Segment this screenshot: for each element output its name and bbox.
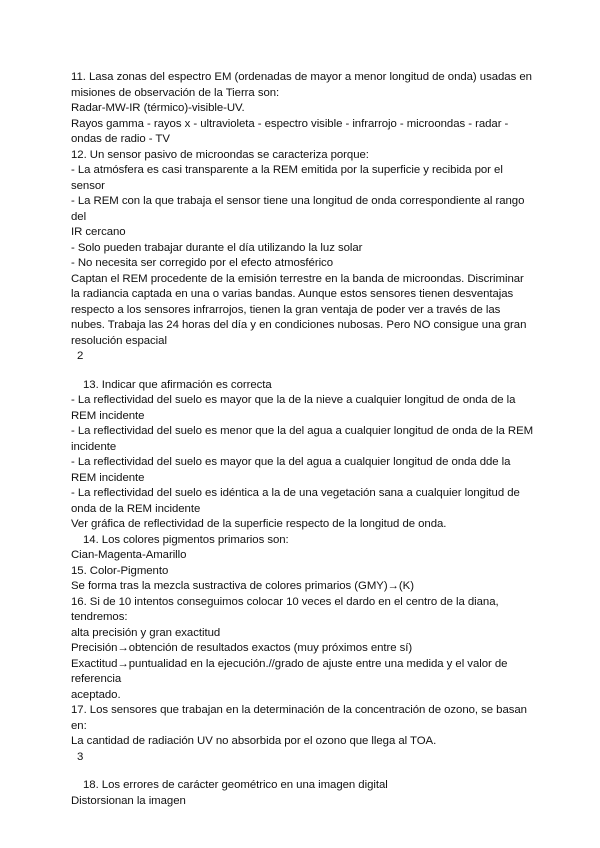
q12-option-2a: - La REM con la que trabaja el sensor tiene una longitud de onda correspondiente al rango [71,195,525,207]
q13-line-1: 13. Indicar que afirmación es correcta [83,378,272,391]
q12-line-1: 12. Un sensor pasivo de microondas se caracteriza porque: [71,148,369,161]
q15-line-1: 15. Color-Pigmento [71,564,169,577]
q11-answer-line-2: Rayos gamma - rayos x - ultravioleta - espectro visible - infrarrojo - microondas - radar - [71,117,509,130]
q11-line-2: misiones de observación de la Tierra son: [71,86,280,99]
q11-line-1: 11. Lasa zonas del espectro EM (ordenadas de mayor a menor longitud de onda) usadas en [71,71,532,83]
q16-accuracy-1: Exactitud→puntualidad en la ejecución.//grado de ajuste entre una medida y el valor de [71,657,508,670]
q13-option-3a: - La reflectividad del suelo es mayor que la del agua a cualquier longitud de onda dde la [71,456,511,468]
q14-answer: Cian-Magenta-Amarillo [71,549,187,561]
q13-option-2a: - La reflectividad del suelo es menor que la del agua a cualquier longitud de onda de la REM [71,425,534,437]
q12-answer-line-3: respecto a los sensores infrarrojos, tienen la gran ventaja de poder ver a través de las [71,303,501,316]
q16-line-1: 16. Si de 10 intentos conseguimos colocar 10 veces el dardo en el centro de la diana, [71,595,499,608]
q18-line-1: 18. Los errores de carácter geométrico en una imagen digital [83,779,388,791]
page-number-3: 3 [77,750,84,763]
q12-answer-line-4: nubes. Trabaja las 24 horas del día y en condiciones nubosas. Pero NO consigue una gran [71,319,527,331]
q16-accuracy-2: referencia [71,673,122,685]
q12-answer-line-5: resolución espacial [71,334,167,347]
q17-line-1: 17. Los sensores que trabajan en la determinación de la concentración de ozono, se basan [71,704,527,716]
q17-answer: La cantidad de radiación UV no absorbida por el ozono que llega al TOA. [71,735,437,747]
q13-option-3b: REM incidente [71,471,145,484]
q16-accuracy-3: aceptado. [71,688,121,701]
page-number-2: 2 [77,350,84,362]
q14-line-1: 14. Los colores pigmentos primarios son: [83,533,289,546]
q12-option-2c: IR cercano [71,226,126,238]
q11-answer-line-1: Radar-MW-IR (térmico)-visible-UV. [71,102,245,114]
q12-option-4: - No necesita ser corregido por el efecto atmosférico [71,257,333,269]
q13-option-1a: - La reflectividad del suelo es mayor que la de la nieve a cualquier longitud de onda de la [71,394,516,406]
q13-option-2b: incidente [71,440,117,453]
q13-option-1b: REM incidente [71,409,145,422]
q12-option-1a: - La atmósfera es casi transparente a la REM emitida por la superficie y recibida por el [71,164,503,176]
q12-answer-line-1: Captan el REM procedente de la emisión terrestre en la banda de microondas. Discriminar [71,272,524,285]
q16-precision: Precisión→obtención de resultados exactos (muy próximos entre sí) [71,642,413,654]
q12-option-2b: del [71,210,87,223]
q16-answer: alta precisión y gran exactitud [71,626,221,639]
q12-answer-line-2: la radiancia captada en una o varias bandas. Aunque estos sensores tienen desventajas [71,288,514,300]
q16-line-2: tendremos: [71,611,128,623]
q15-answer: Se forma tras la mezcla sustractiva de colores primarios (GMY)→(K) [71,580,414,592]
q13-answer: Ver gráfica de reflectividad de la superficie respecto de la longitud de onda. [71,518,447,530]
q12-option-3: - Solo pueden trabajar durante el día utilizando la luz solar [71,241,363,254]
q11-answer-line-3: ondas de radio - TV [71,133,170,145]
q17-line-2: en: [71,719,87,732]
q13-option-4b: onda de la REM incidente [71,502,201,515]
q12-option-1b: sensor [71,179,105,192]
q13-option-4a: - La reflectividad del suelo es idéntica a la de una vegetación sana a cualquier longitud de [71,487,520,499]
q18-answer: Distorsionan la imagen [71,794,186,807]
